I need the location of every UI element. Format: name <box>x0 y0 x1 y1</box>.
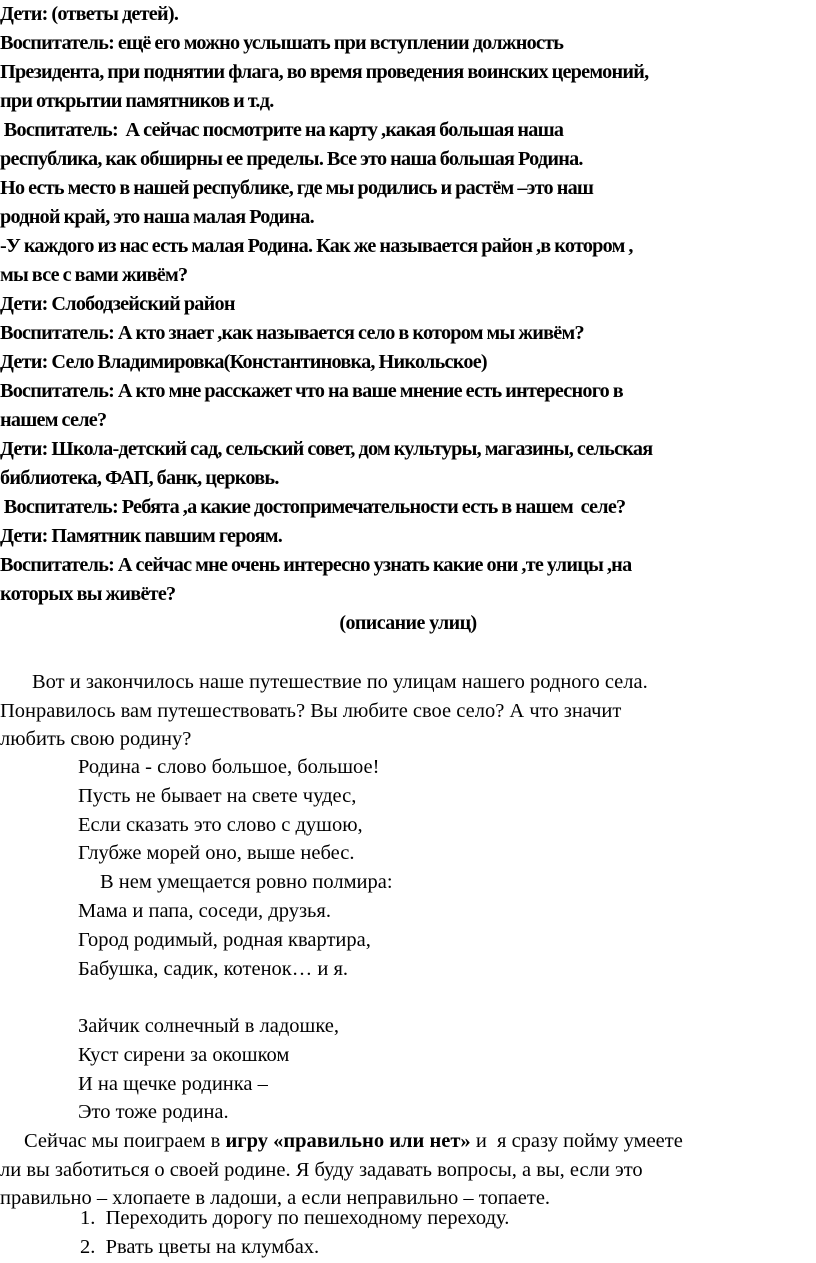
dialogue-line: Дети: (ответы детей). <box>0 3 179 25</box>
poem-line: Родина - слово большое, большое! <box>78 756 380 778</box>
dialogue-line: Дети: Слободзейский район <box>0 293 235 315</box>
list-item: 2. Рвать цветы на клумбах. <box>80 1236 320 1258</box>
poem-line: Глубже морей оно, выше небес. <box>78 842 355 865</box>
dialogue-line: Воспитатель: А сейчас посмотрите на карту ,какая большая наша <box>0 119 564 141</box>
dialogue-line: Но есть место в нашей республике, где мы родились и растём –это наш <box>0 177 594 199</box>
dialogue-line: мы все с вами живём? <box>0 264 188 286</box>
poem-line: Это тоже родина. <box>78 1101 229 1124</box>
dialogue-line: Президента, при поднятии флага, во время проведения воинских церемоний, <box>0 61 649 83</box>
game-text-after: и я сразу пойму умеете <box>470 1130 683 1152</box>
dialogue-line: библиотека, ФАП, банк, церковь. <box>0 467 279 489</box>
dialogue-line: -У каждого из нас есть малая Родина. Как же называется район ,в котором , <box>0 235 633 257</box>
intro-line: Вот и закончилось наше путешествие по улицам нашего родного села. <box>32 671 648 693</box>
game-title: игру «правильно или нет» <box>225 1130 471 1152</box>
game-line <box>0 1127 683 1156</box>
game-line: ли вы заботиться о своей родине. Я буду задавать вопросы, а вы, если это <box>0 1158 643 1181</box>
dialogue-line: Дети: Памятник павшим героям. <box>0 525 283 547</box>
poem-line: Куст сирени за окошком <box>78 1043 290 1066</box>
dialogue-line: Дети: Село Владимировка(Константиновка, Никольское) <box>0 351 487 373</box>
game-text-before: Сейчас мы поиграем в <box>24 1130 226 1152</box>
dialogue-line: при открытии памятников и т.д. <box>0 90 274 112</box>
dialogue-line: Дети: Школа-детский сад, сельский совет, дом культуры, магазины, сельская <box>0 438 653 460</box>
game-paragraph <box>0 1127 683 1213</box>
dialogue-line: родной край, это наша малая Родина. <box>0 206 314 228</box>
poem-line: Если сказать это слово с душою, <box>78 813 363 836</box>
dialogue-line: нашем селе? <box>0 409 107 431</box>
poem-2 <box>78 1012 339 1127</box>
dialogue-line: Воспитатель: А сейчас мне очень интересно узнать какие они ,те улицы ,на <box>0 554 632 576</box>
poem-line: Город родимый, родная квартира, <box>78 928 371 951</box>
intro-line: любить свою родину? <box>0 728 192 750</box>
poem-1 <box>78 753 393 983</box>
intro-paragraph <box>0 668 648 754</box>
section-note: (описание улиц) <box>339 612 477 634</box>
intro-line: Понравилось вам путешествовать? Вы любите свое село? А что значит <box>0 699 622 722</box>
poem-line: И на щечке родинка – <box>78 1072 268 1095</box>
poem-line: Бабушка, садик, котенок… и я. <box>78 957 349 980</box>
poem-line: Зайчик солнечный в ладошке, <box>78 1015 339 1037</box>
dialogue-line: которых вы живёте? <box>0 583 176 605</box>
dialogue-line: Воспитатель: ещё его можно услышать при вступлении должность <box>0 32 564 54</box>
dialogue-line: Воспитатель: А кто знает ,как называется село в котором мы живём? <box>0 322 584 344</box>
dialogue-line: Воспитатель: А кто мне расскажет что на ваше мнение есть интересного в <box>0 380 623 402</box>
poem-line: Мама и папа, соседи, друзья. <box>78 899 331 922</box>
game-line: правильно – хлопаете в ладоши, а если неправильно – топаете. <box>0 1187 551 1209</box>
poem-line: В нем умещается ровно полмира: <box>100 871 393 894</box>
poem-line: Пусть не бывает на свете чудес, <box>78 784 357 807</box>
list-item: 1. Переходить дорогу по пешеходному переходу. <box>80 1207 510 1229</box>
dialogue-line: Воспитатель: Ребята ,а какие достопримечательности есть в нашем селе? <box>0 496 626 518</box>
dialogue-line: республика, как обширны ее пределы. Все это наша большая Родина. <box>0 148 583 170</box>
